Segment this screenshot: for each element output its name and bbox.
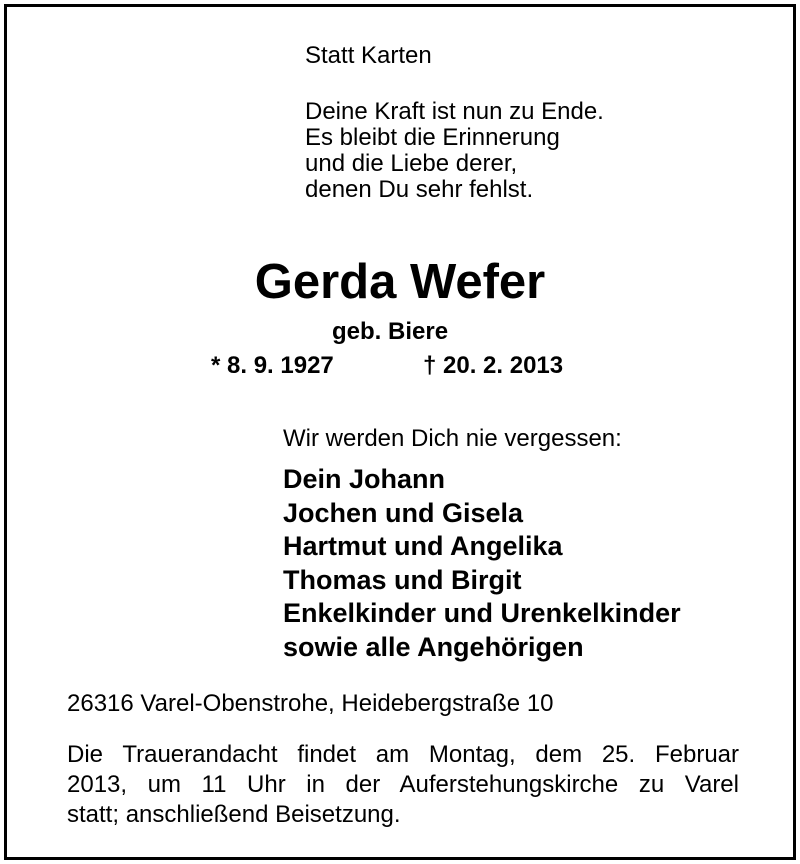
mourner: Dein Johann	[283, 464, 446, 494]
mourner: Hartmut und Angelika	[283, 531, 563, 561]
maiden-name: geb. Biere	[332, 318, 449, 345]
deceased-name: Gerda Wefer	[254, 255, 546, 309]
verse-line: Es bleibt die Erinnerung	[305, 124, 560, 151]
birth-date: * 8. 9. 1927	[211, 352, 334, 379]
verse	[305, 99, 725, 203]
mourners-list	[283, 463, 681, 664]
service-line: Die Trauerandacht findet am Montag, dem 25. Februar	[67, 741, 739, 768]
verse-line: denen Du sehr fehlst.	[305, 176, 534, 203]
verse-line: Deine Kraft ist nun zu Ende.	[305, 98, 604, 125]
mourner: Jochen und Gisela	[283, 497, 524, 528]
death-date: † 20. 2. 2013	[423, 352, 564, 379]
intro-text: Statt Karten	[305, 42, 432, 69]
service-line: statt; anschließend Beisetzung.	[67, 801, 401, 828]
verse-line: und die Liebe derer,	[305, 150, 518, 177]
mourner: sowie alle Angehörigen	[283, 631, 584, 662]
service-info	[67, 740, 739, 830]
forget-line: Wir werden Dich nie vergessen:	[283, 425, 622, 452]
address: 26316 Varel-Obenstrohe, Heidebergstraße 10	[67, 690, 554, 717]
mourner: Thomas und Birgit	[283, 564, 522, 595]
mourner: Enkelkinder und Urenkelkinder	[283, 598, 681, 628]
service-line: 2013, um 11 Uhr in der Auferstehungskirche zu Varel	[67, 771, 739, 798]
